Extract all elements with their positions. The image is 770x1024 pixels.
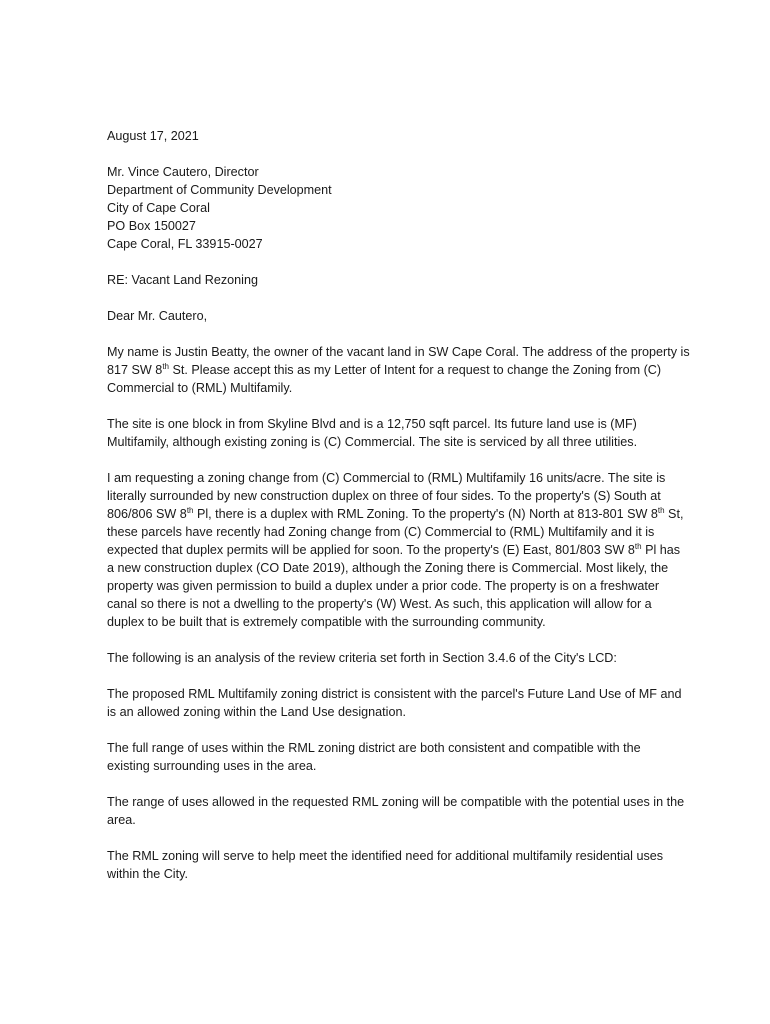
recipient-department: Department of Community Development (107, 183, 332, 197)
paragraph-introduction (107, 343, 690, 397)
paragraph-criteria-potential-uses (107, 793, 685, 829)
paragraph-line: The full range of uses within the RML zoning district are both consistent and compatible with the (107, 741, 641, 755)
paragraph-line: The range of uses allowed in the requested RML zoning will be compatible with the potential uses in the (107, 795, 685, 809)
paragraph-line: Commercial to (RML) Multifamily. (107, 381, 293, 395)
letter-date: August 17, 2021 (107, 129, 199, 143)
paragraph-line: literally surrounded by new construction duplex on three of four sides. To the property's (S) South at (107, 489, 661, 503)
paragraph-line: a new construction duplex (CO Date 2019), although the Zoning there is Commercial. Most likely, the (107, 561, 669, 575)
paragraph-line: The following is an analysis of the review criteria set forth in Section 3.4.6 of the City's LCD: (107, 651, 617, 665)
paragraph-line: Multifamily, although existing zoning is (C) Commercial. The site is serviced by all three utilities. (107, 435, 638, 449)
paragraph-line: My name is Justin Beatty, the owner of the vacant land in SW Cape Coral. The address of the property is (107, 345, 690, 359)
paragraph-line: expected that duplex permits will be applied for soon. To the property's (E) East, 801/803 SW 8th Pl has (107, 542, 681, 557)
paragraph-line: these parcels have recently had Zoning change from (C) Commercial to (RML) Multifamily and it is (107, 525, 655, 539)
recipient-po-box: PO Box 150027 (107, 219, 196, 233)
paragraph-criteria-consistency (107, 685, 682, 721)
paragraph-review-criteria-intro (107, 649, 677, 667)
paragraph-line: canal so there is not a dwelling to the property's (W) West. As such, this application will allow for a (107, 597, 652, 611)
paragraph-line: The proposed RML Multifamily zoning district is consistent with the parcel's Future Land Use of MF and (107, 687, 682, 701)
recipient-city: City of Cape Coral (107, 201, 210, 215)
paragraph-line: within the City. (107, 867, 188, 881)
paragraph-line: 817 SW 8th St. Please accept this as my Letter of Intent for a request to change the Zoning from (C) (107, 362, 662, 377)
paragraph-line: existing surrounding uses in the area. (107, 759, 317, 773)
paragraph-line: duplex to be built that is extremely compatible with the surrounding community. (107, 615, 546, 629)
paragraph-line: 806/806 SW 8th Pl, there is a duplex with RML Zoning. To the property's (N) North at 813-801 SW 8th St, (107, 506, 684, 521)
recipient-name: Mr. Vince Cautero, Director (107, 165, 259, 179)
paragraph-line: area. (107, 813, 136, 827)
paragraph-criteria-compatibility (107, 739, 677, 775)
paragraph-line: is an allowed zoning within the Land Use designation. (107, 705, 406, 719)
recipient-address (107, 163, 332, 253)
recipient-city-state-zip: Cape Coral, FL 33915-0027 (107, 237, 263, 251)
paragraph-line: The site is one block in from Skyline Blvd and is a 12,750 sqft parcel. Its future land use is (MF) (107, 417, 637, 431)
salutation: Dear Mr. Cautero, (107, 309, 208, 323)
paragraph-line: The RML zoning will serve to help meet the identified need for additional multifamily residential uses (107, 849, 664, 863)
subject-line: RE: Vacant Land Rezoning (107, 273, 258, 287)
paragraph-zoning-request (107, 469, 684, 631)
paragraph-line: I am requesting a zoning change from (C) Commercial to (RML) Multifamily 16 units/acre. The site is (107, 471, 666, 485)
paragraph-site-description (107, 415, 677, 451)
paragraph-criteria-need (107, 847, 677, 883)
paragraph-line: property was given permission to build a duplex under a prior code. The property is on a freshwater (107, 579, 660, 593)
